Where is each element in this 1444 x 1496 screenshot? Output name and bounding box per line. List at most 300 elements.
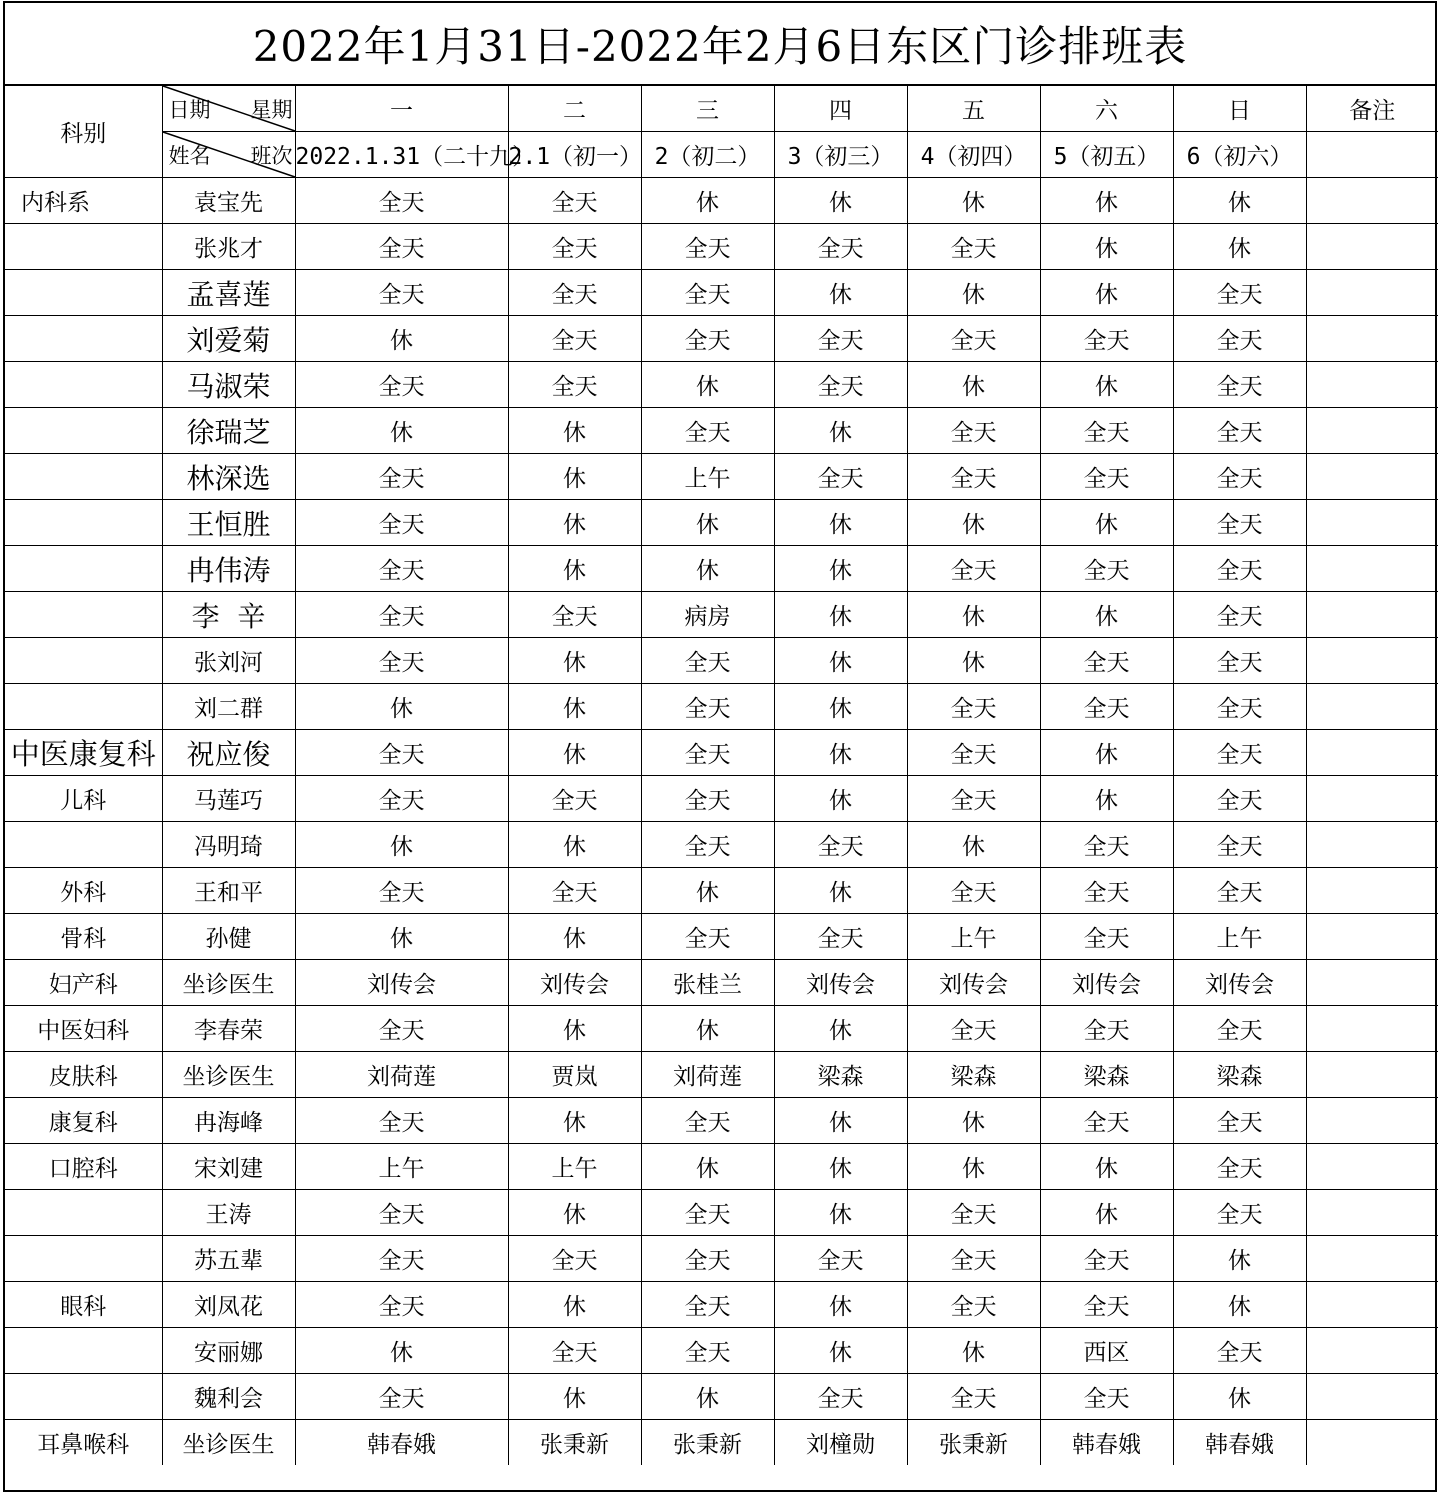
shift-cell: 全天 xyxy=(295,868,508,914)
schedule-table xyxy=(5,86,1438,1465)
shift-cell: 全天 xyxy=(295,592,508,638)
name-cell: 宋刘建 xyxy=(162,1144,295,1190)
dept-cell xyxy=(5,822,162,868)
shift-cell: 全天 xyxy=(1040,638,1173,684)
shift-cell: 全天 xyxy=(295,362,508,408)
name-cell: 冉海峰 xyxy=(162,1098,295,1144)
shift-cell: 全天 xyxy=(508,1236,641,1282)
shift-cell: 休 xyxy=(907,178,1040,224)
shift-cell: 全天 xyxy=(641,1328,774,1374)
weekday-3: 三 xyxy=(641,86,774,132)
remark-cell xyxy=(1306,500,1438,546)
shift-cell: 休 xyxy=(774,776,907,822)
table-row xyxy=(5,546,1438,592)
dept-cell xyxy=(5,408,162,454)
shift-cell: 西区 xyxy=(1040,1328,1173,1374)
shift-cell: 休 xyxy=(907,1144,1040,1190)
remark-cell xyxy=(1306,776,1438,822)
shift-cell: 全天 xyxy=(774,316,907,362)
shift-cell: 全天 xyxy=(1040,1006,1173,1052)
shift-cell: 全天 xyxy=(641,638,774,684)
shift-cell: 张秉新 xyxy=(641,1420,774,1466)
shift-cell: 上午 xyxy=(295,1144,508,1190)
shift-cell: 休 xyxy=(1173,1374,1306,1420)
shift-cell: 休 xyxy=(1040,270,1173,316)
header-row-weekday xyxy=(5,86,1438,132)
shift-cell: 休 xyxy=(295,914,508,960)
remark-cell xyxy=(1306,408,1438,454)
dept-cell: 内科系 xyxy=(5,178,162,224)
shift-cell: 全天 xyxy=(1173,1328,1306,1374)
shift-cell: 休 xyxy=(1173,224,1306,270)
remark-cell xyxy=(1306,270,1438,316)
table-row xyxy=(5,822,1438,868)
shift-cell: 休 xyxy=(641,1144,774,1190)
name-cell: 坐诊医生 xyxy=(162,1420,295,1466)
name-cell: 张兆才 xyxy=(162,224,295,270)
shift-cell: 全天 xyxy=(907,1374,1040,1420)
shift-cell: 休 xyxy=(641,362,774,408)
shift-cell: 全天 xyxy=(907,1006,1040,1052)
shift-cell: 全天 xyxy=(1040,684,1173,730)
dept-cell xyxy=(5,1328,162,1374)
table-row xyxy=(5,914,1438,960)
shift-cell: 全天 xyxy=(1173,316,1306,362)
shift-cell: 休 xyxy=(508,1190,641,1236)
shift-cell: 休 xyxy=(907,638,1040,684)
dept-cell: 妇产科 xyxy=(5,960,162,1006)
shift-cell: 全天 xyxy=(295,1006,508,1052)
shift-cell: 病房 xyxy=(641,592,774,638)
shift-cell: 休 xyxy=(508,730,641,776)
shift-cell: 休 xyxy=(907,822,1040,868)
shift-cell: 全天 xyxy=(641,776,774,822)
shift-cell: 休 xyxy=(641,546,774,592)
shift-cell: 全天 xyxy=(295,454,508,500)
table-row xyxy=(5,1190,1438,1236)
shift-cell: 休 xyxy=(508,684,641,730)
weekday-7: 日 xyxy=(1173,86,1306,132)
shift-cell: 全天 xyxy=(774,914,907,960)
table-row xyxy=(5,1052,1438,1098)
table-row xyxy=(5,638,1438,684)
shift-cell: 刘荷莲 xyxy=(641,1052,774,1098)
shift-cell: 上午 xyxy=(1173,914,1306,960)
shift-cell: 全天 xyxy=(907,1236,1040,1282)
shift-cell: 上午 xyxy=(508,1144,641,1190)
date-2: 2.1（初一） xyxy=(508,132,641,178)
shift-cell: 全天 xyxy=(295,1282,508,1328)
shift-cell: 全天 xyxy=(774,1236,907,1282)
remark-cell xyxy=(1306,1006,1438,1052)
table-row xyxy=(5,960,1438,1006)
shift-cell: 休 xyxy=(641,1374,774,1420)
shift-cell: 全天 xyxy=(1040,454,1173,500)
name-cell: 王和平 xyxy=(162,868,295,914)
shift-cell: 休 xyxy=(1040,500,1173,546)
shift-cell: 全天 xyxy=(1173,408,1306,454)
remark-cell xyxy=(1306,362,1438,408)
dept-cell: 耳鼻喉科 xyxy=(5,1420,162,1466)
shift-cell: 全天 xyxy=(774,822,907,868)
remark-cell xyxy=(1306,454,1438,500)
date-1: 2022.1.31（二十九） xyxy=(295,132,508,178)
shift-cell: 全天 xyxy=(641,1098,774,1144)
week-label: 星期 xyxy=(250,98,293,122)
remark-cell xyxy=(1306,1328,1438,1374)
table-row xyxy=(5,1098,1438,1144)
shift-cell: 全天 xyxy=(1040,1374,1173,1420)
name-cell: 袁宝先 xyxy=(162,178,295,224)
dept-cell xyxy=(5,500,162,546)
shift-cell: 休 xyxy=(907,362,1040,408)
dept-cell: 康复科 xyxy=(5,1098,162,1144)
name-cell: 刘爱菊 xyxy=(162,316,295,362)
shift-cell: 休 xyxy=(1040,224,1173,270)
shift-cell: 全天 xyxy=(641,822,774,868)
shift-cell: 休 xyxy=(508,1374,641,1420)
shift-cell: 全天 xyxy=(641,270,774,316)
shift-cell: 休 xyxy=(295,684,508,730)
table-row xyxy=(5,684,1438,730)
shift-cell: 休 xyxy=(1040,592,1173,638)
shift-cell: 全天 xyxy=(907,1190,1040,1236)
dept-cell: 皮肤科 xyxy=(5,1052,162,1098)
shift-cell: 休 xyxy=(774,1006,907,1052)
shift-cell: 全天 xyxy=(907,454,1040,500)
shift-cell: 全天 xyxy=(1040,1282,1173,1328)
shift-cell: 全天 xyxy=(641,1190,774,1236)
weekday-1: 一 xyxy=(295,86,508,132)
name-cell: 张刘河 xyxy=(162,638,295,684)
table-row xyxy=(5,1144,1438,1190)
name-cell: 马淑荣 xyxy=(162,362,295,408)
shift-cell: 韩春娥 xyxy=(295,1420,508,1466)
shift-cell: 全天 xyxy=(641,914,774,960)
name-cell: 祝应俊 xyxy=(162,730,295,776)
shift-cell: 休 xyxy=(774,1282,907,1328)
name-cell: 坐诊医生 xyxy=(162,1052,295,1098)
dept-cell xyxy=(5,1374,162,1420)
date-4: 3（初三） xyxy=(774,132,907,178)
shift-cell: 全天 xyxy=(508,316,641,362)
shift-cell: 休 xyxy=(508,454,641,500)
shift-cell: 全天 xyxy=(907,224,1040,270)
shift-cell: 休 xyxy=(774,270,907,316)
shift-cell: 全天 xyxy=(295,500,508,546)
dept-cell xyxy=(5,362,162,408)
table-row xyxy=(5,316,1438,362)
dept-cell: 儿科 xyxy=(5,776,162,822)
shift-cell: 全天 xyxy=(295,1190,508,1236)
shift-cell: 休 xyxy=(774,684,907,730)
shift-cell: 全天 xyxy=(295,270,508,316)
shift-cell: 全天 xyxy=(1040,1236,1173,1282)
shift-cell: 全天 xyxy=(295,1236,508,1282)
shift-cell: 休 xyxy=(508,638,641,684)
shift-cell: 全天 xyxy=(508,776,641,822)
shift-cell: 休 xyxy=(774,1144,907,1190)
shift-cell: 全天 xyxy=(295,776,508,822)
shift-cell: 休 xyxy=(1040,178,1173,224)
dept-cell xyxy=(5,316,162,362)
name-cell: 冉伟涛 xyxy=(162,546,295,592)
shift-cell: 休 xyxy=(295,316,508,362)
name-cell: 马莲巧 xyxy=(162,776,295,822)
remark-cell xyxy=(1306,1190,1438,1236)
dept-cell: 骨科 xyxy=(5,914,162,960)
remark-cell xyxy=(1306,868,1438,914)
shift-cell: 休 xyxy=(774,592,907,638)
shift-cell: 休 xyxy=(508,500,641,546)
shift-cell: 休 xyxy=(907,1098,1040,1144)
shift-cell: 全天 xyxy=(774,454,907,500)
shift-cell: 休 xyxy=(1040,1144,1173,1190)
shift-cell: 上午 xyxy=(907,914,1040,960)
shift-cell: 刘传会 xyxy=(295,960,508,1006)
shift-cell: 全天 xyxy=(907,316,1040,362)
date-7: 6（初六） xyxy=(1173,132,1306,178)
shift-cell: 全天 xyxy=(1173,822,1306,868)
shift-cell: 休 xyxy=(508,1282,641,1328)
name-cell: 安丽娜 xyxy=(162,1328,295,1374)
shift-cell: 休 xyxy=(508,1006,641,1052)
name-cell: 林深选 xyxy=(162,454,295,500)
remark-cell xyxy=(1306,822,1438,868)
remark-cell xyxy=(1306,684,1438,730)
shift-cell: 休 xyxy=(295,1328,508,1374)
name-cell: 李 辛 xyxy=(162,592,295,638)
name-cell: 王恒胜 xyxy=(162,500,295,546)
shift-cell: 休 xyxy=(774,868,907,914)
schedule-sheet xyxy=(3,1,1437,1492)
shift-cell: 休 xyxy=(907,592,1040,638)
shift-cell: 全天 xyxy=(774,224,907,270)
shift-cell: 休 xyxy=(774,500,907,546)
shift-cell: 刘传会 xyxy=(1173,960,1306,1006)
shift-cell: 休 xyxy=(641,500,774,546)
shift-cell: 张桂兰 xyxy=(641,960,774,1006)
table-row xyxy=(5,270,1438,316)
shift-cell: 刘传会 xyxy=(508,960,641,1006)
dept-cell xyxy=(5,1190,162,1236)
shift-cell: 休 xyxy=(774,1190,907,1236)
shift-cell: 休 xyxy=(1040,776,1173,822)
shift-cell: 刘传会 xyxy=(774,960,907,1006)
shift-cell: 全天 xyxy=(1173,546,1306,592)
shift-cell: 休 xyxy=(774,1328,907,1374)
shift-cell: 梁森 xyxy=(1173,1052,1306,1098)
table-row xyxy=(5,1236,1438,1282)
table-row xyxy=(5,730,1438,776)
shift-cell: 梁森 xyxy=(907,1052,1040,1098)
name-cell: 王涛 xyxy=(162,1190,295,1236)
shift-cell: 全天 xyxy=(1173,1006,1306,1052)
shift-cell: 全天 xyxy=(1173,684,1306,730)
name-cell: 李春荣 xyxy=(162,1006,295,1052)
shift-cell: 全天 xyxy=(1173,592,1306,638)
shift-cell: 全天 xyxy=(295,546,508,592)
remark-cell xyxy=(1306,1144,1438,1190)
shift-cell: 全天 xyxy=(641,1282,774,1328)
shift-cell: 全天 xyxy=(907,776,1040,822)
shift-cell: 张秉新 xyxy=(508,1420,641,1466)
shift-cell: 休 xyxy=(774,638,907,684)
shift-cell: 全天 xyxy=(641,1236,774,1282)
shift-cell: 休 xyxy=(774,178,907,224)
remark-cell xyxy=(1306,592,1438,638)
page-title: 2022年1月31日-2022年2月6日东区门诊排班表 xyxy=(5,3,1435,86)
table-row xyxy=(5,362,1438,408)
shift-cell: 休 xyxy=(1173,1282,1306,1328)
dept-cell: 口腔科 xyxy=(5,1144,162,1190)
shift-cell: 休 xyxy=(641,1006,774,1052)
shift-cell: 休 xyxy=(1173,1236,1306,1282)
shift-cell: 全天 xyxy=(1173,454,1306,500)
shift-cell: 休 xyxy=(774,408,907,454)
remark-cell xyxy=(1306,960,1438,1006)
name-shift-header xyxy=(162,132,295,178)
dept-cell xyxy=(5,592,162,638)
dept-cell xyxy=(5,1236,162,1282)
shift-cell: 全天 xyxy=(1173,638,1306,684)
date-6: 5（初五） xyxy=(1040,132,1173,178)
dept-cell: 中医康复科 xyxy=(5,730,162,776)
remark-cell xyxy=(1306,730,1438,776)
shift-cell: 休 xyxy=(1173,178,1306,224)
shift-cell: 休 xyxy=(1040,362,1173,408)
shift-cell: 全天 xyxy=(295,178,508,224)
shift-cell: 休 xyxy=(641,868,774,914)
shift-cell: 全天 xyxy=(641,316,774,362)
table-row xyxy=(5,178,1438,224)
shift-cell: 休 xyxy=(508,822,641,868)
dept-cell xyxy=(5,270,162,316)
shift-cell: 全天 xyxy=(1173,776,1306,822)
shift-cell: 全天 xyxy=(1040,408,1173,454)
shift-cell: 全天 xyxy=(1173,730,1306,776)
date-week-header xyxy=(162,86,295,132)
name-cell: 坐诊医生 xyxy=(162,960,295,1006)
name-cell: 孙健 xyxy=(162,914,295,960)
shift-cell: 全天 xyxy=(907,408,1040,454)
shift-cell: 全天 xyxy=(295,1098,508,1144)
table-row xyxy=(5,408,1438,454)
shift-cell: 全天 xyxy=(1173,1144,1306,1190)
dept-cell xyxy=(5,638,162,684)
shift-cell: 全天 xyxy=(774,1374,907,1420)
shift-cell: 全天 xyxy=(508,1328,641,1374)
name-cell: 孟喜莲 xyxy=(162,270,295,316)
remark-cell xyxy=(1306,914,1438,960)
date-5: 4（初四） xyxy=(907,132,1040,178)
shift-cell: 全天 xyxy=(907,684,1040,730)
name-cell: 刘二群 xyxy=(162,684,295,730)
date-3: 2（初二） xyxy=(641,132,774,178)
remark-cell xyxy=(1306,1098,1438,1144)
remark-cell xyxy=(1306,1420,1438,1466)
shift-cell: 全天 xyxy=(907,868,1040,914)
shift-cell: 休 xyxy=(774,1098,907,1144)
weekday-6: 六 xyxy=(1040,86,1173,132)
remark-cell xyxy=(1306,546,1438,592)
shift-cell: 休 xyxy=(641,178,774,224)
name-cell: 苏五辈 xyxy=(162,1236,295,1282)
shift-cell: 全天 xyxy=(641,730,774,776)
dept-header: 科别 xyxy=(5,86,162,178)
remark-cell xyxy=(1306,1282,1438,1328)
remark-cell xyxy=(1306,316,1438,362)
shift-cell: 刘传会 xyxy=(907,960,1040,1006)
shift-cell: 全天 xyxy=(508,592,641,638)
dept-cell: 外科 xyxy=(5,868,162,914)
shift-cell: 全天 xyxy=(508,270,641,316)
shift-cell: 全天 xyxy=(1040,914,1173,960)
shift-cell: 全天 xyxy=(1173,1190,1306,1236)
remark-header: 备注 xyxy=(1306,86,1438,132)
shift-cell: 全天 xyxy=(1173,270,1306,316)
shift-cell: 张秉新 xyxy=(907,1420,1040,1466)
remark-cell xyxy=(1306,1374,1438,1420)
shift-cell: 全天 xyxy=(1040,1098,1173,1144)
shift-cell: 全天 xyxy=(1040,546,1173,592)
remark-cell xyxy=(1306,638,1438,684)
shift-cell: 休 xyxy=(907,1328,1040,1374)
shift-cell: 贾岚 xyxy=(508,1052,641,1098)
name-cell: 魏利会 xyxy=(162,1374,295,1420)
date-label: 日期 xyxy=(168,98,211,122)
table-row xyxy=(5,500,1438,546)
table-row xyxy=(5,454,1438,500)
shift-cell: 休 xyxy=(295,822,508,868)
shift-cell: 梁森 xyxy=(774,1052,907,1098)
shift-cell: 休 xyxy=(1040,730,1173,776)
shift-cell: 休 xyxy=(508,1098,641,1144)
table-row xyxy=(5,868,1438,914)
shift-cell: 全天 xyxy=(1040,822,1173,868)
shift-cell: 刘传会 xyxy=(1040,960,1173,1006)
dept-cell: 中医妇科 xyxy=(5,1006,162,1052)
shift-cell: 休 xyxy=(774,730,907,776)
header-row-date xyxy=(5,132,1438,178)
shift-cell: 全天 xyxy=(295,224,508,270)
name-label: 姓名 xyxy=(168,144,211,168)
shift-cell: 全天 xyxy=(1173,500,1306,546)
shift-cell: 刘橦勋 xyxy=(774,1420,907,1466)
remark-cell xyxy=(1306,1236,1438,1282)
shift-cell: 全天 xyxy=(295,730,508,776)
shift-cell: 休 xyxy=(907,500,1040,546)
table-row xyxy=(5,1282,1438,1328)
table-row xyxy=(5,224,1438,270)
shift-cell: 休 xyxy=(508,408,641,454)
shift-cell: 休 xyxy=(508,914,641,960)
table-row xyxy=(5,1374,1438,1420)
remark-cell xyxy=(1306,178,1438,224)
shift-cell: 全天 xyxy=(508,868,641,914)
shift-cell: 休 xyxy=(774,546,907,592)
shift-cell: 全天 xyxy=(907,546,1040,592)
table-row xyxy=(5,592,1438,638)
shift-cell: 全天 xyxy=(1173,1098,1306,1144)
shift-cell: 全天 xyxy=(1040,868,1173,914)
shift-cell: 韩春娥 xyxy=(1040,1420,1173,1466)
weekday-2: 二 xyxy=(508,86,641,132)
dept-cell xyxy=(5,546,162,592)
table-row xyxy=(5,776,1438,822)
shift-cell: 全天 xyxy=(1173,362,1306,408)
remark-cell xyxy=(1306,224,1438,270)
